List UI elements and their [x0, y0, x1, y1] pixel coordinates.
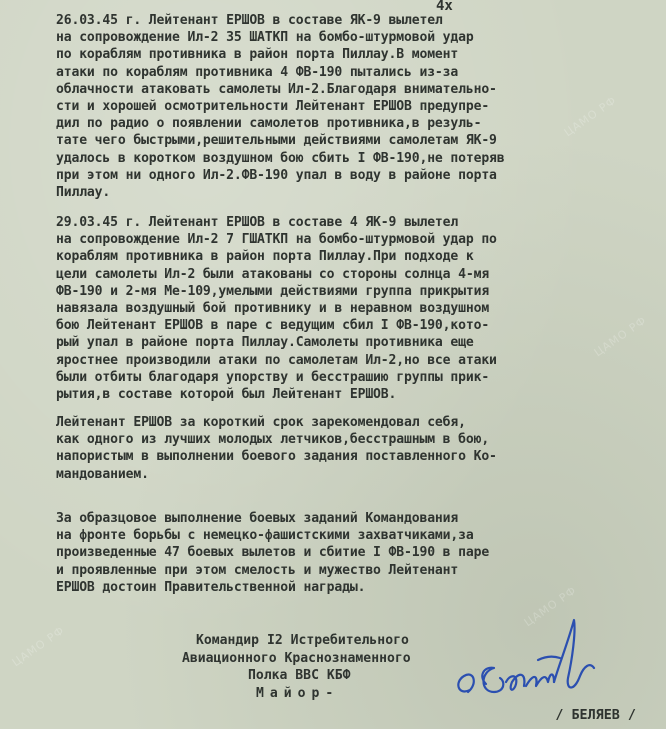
text-line: бою Лейтенант ЕРШОВ в паре с ведущим сбил I ФВ-190,кото-: [56, 318, 490, 334]
text-line: были отбиты благодаря упорству и бесстрашию группы прик-: [56, 369, 490, 385]
text-line: на фронте борьбы с немецко-фашистскими захватчиками,за: [56, 528, 474, 544]
text-line: атаки по кораблям противника 4 ФВ-190 пытались из-за: [56, 64, 459, 80]
paragraph-1: [56, 12, 505, 201]
text-line: 26.03.45 г. Лейтенант ЕРШОВ в составе ЯК-9 вылетел: [56, 13, 443, 28]
text-line: на сопровождение Ил-2 7 ГШАТКП на бомбо-штурмовой удар по: [56, 232, 497, 248]
watermark: ЦАМО РФ: [521, 583, 580, 630]
text-line: при этом ни одного Ил-2.ФВ-190 упал в воду в районе порта: [56, 167, 497, 183]
text-line: Пиллау.: [56, 185, 111, 201]
text-line: дил по радио о появлении самолетов противника,в резуль-: [56, 116, 482, 132]
text-line: облачности атаковать самолеты Ил-2.Благодаря внимательно-: [56, 81, 497, 97]
paragraph-4: [56, 510, 489, 596]
paragraph-3: [56, 414, 497, 483]
text-line: навязала воздушный бой противнику и в неравном воздушном: [56, 301, 490, 317]
text-line: За образцовое выполнение боевых заданий Командования: [56, 511, 459, 526]
text-line: на сопровождение Ил-2 35 ШАТКП на бомбо-штурмовой удар: [56, 30, 474, 46]
text-line: сти и хорошей осмотрительности Лейтенант ЕРШОВ предупре-: [56, 99, 490, 115]
text-line: мандованием.: [56, 466, 149, 482]
watermark: ЦАМО РФ: [591, 313, 650, 360]
signature-line: Полка ВВС КБФ: [248, 668, 351, 684]
signature-line: Командир I2 Истребительного: [196, 633, 409, 648]
paragraph-2: [56, 214, 497, 403]
signature-line: Майор-: [256, 685, 340, 701]
handwritten-signature: [450, 612, 610, 712]
text-line: рытия,в составе которой был Лейтенант ЕРШОВ.: [56, 387, 397, 403]
text-line: яростнее производили атаки по самолетам Ил-2,но все атаки: [56, 352, 497, 368]
text-line: произведенные 47 боевых вылетов и сбитие I ФВ-190 в паре: [56, 545, 490, 561]
signature-block: [182, 632, 411, 702]
signature-line: Авиационного Краснознаменного: [182, 650, 411, 666]
text-line: и проявленные при этом смелость и мужество Лейтенант: [56, 562, 459, 578]
text-line: тате чего быстрыми,решительными действиями самолетам ЯК-9: [56, 133, 497, 149]
text-line: как одного из лучших молодых летчиков,бесстрашным в бою,: [56, 432, 490, 448]
text-line: Лейтенант ЕРШОВ за короткий срок зарекомендовал себя,: [56, 415, 466, 430]
text-line: напористым в выполнении боевого задания поставленного Ко-: [56, 449, 497, 465]
text-line: 29.03.45 г. Лейтенант ЕРШОВ в составе 4 ЯК-9 вылетел: [56, 215, 459, 230]
text-line: кораблям противника в район порта Пиллау.При подходе к: [56, 249, 474, 265]
watermark: ЦАМО РФ: [561, 93, 620, 140]
text-line: по кораблям противника в район порта Пиллау.В момент: [56, 47, 459, 63]
watermark: ЦАМО РФ: [9, 623, 68, 670]
text-line: ФВ-190 и 2-мя Ме-109,умелыми действиями группа прикрытия: [56, 283, 490, 299]
text-line: цели самолеты Ил-2 были атакованы со стороны солнца 4-мя: [56, 266, 490, 282]
typed-name: / БЕЛЯЕВ /: [555, 708, 636, 723]
text-line: удалось в коротком воздушном бою сбить I ФВ-190,не потеряв: [56, 150, 505, 166]
text-line: ЕРШОВ достоин Правительственной награды.: [56, 579, 366, 595]
text-line: рый упал в районе порта Пиллау.Самолеты противника еще: [56, 335, 474, 351]
page-number: 4х: [436, 0, 453, 14]
